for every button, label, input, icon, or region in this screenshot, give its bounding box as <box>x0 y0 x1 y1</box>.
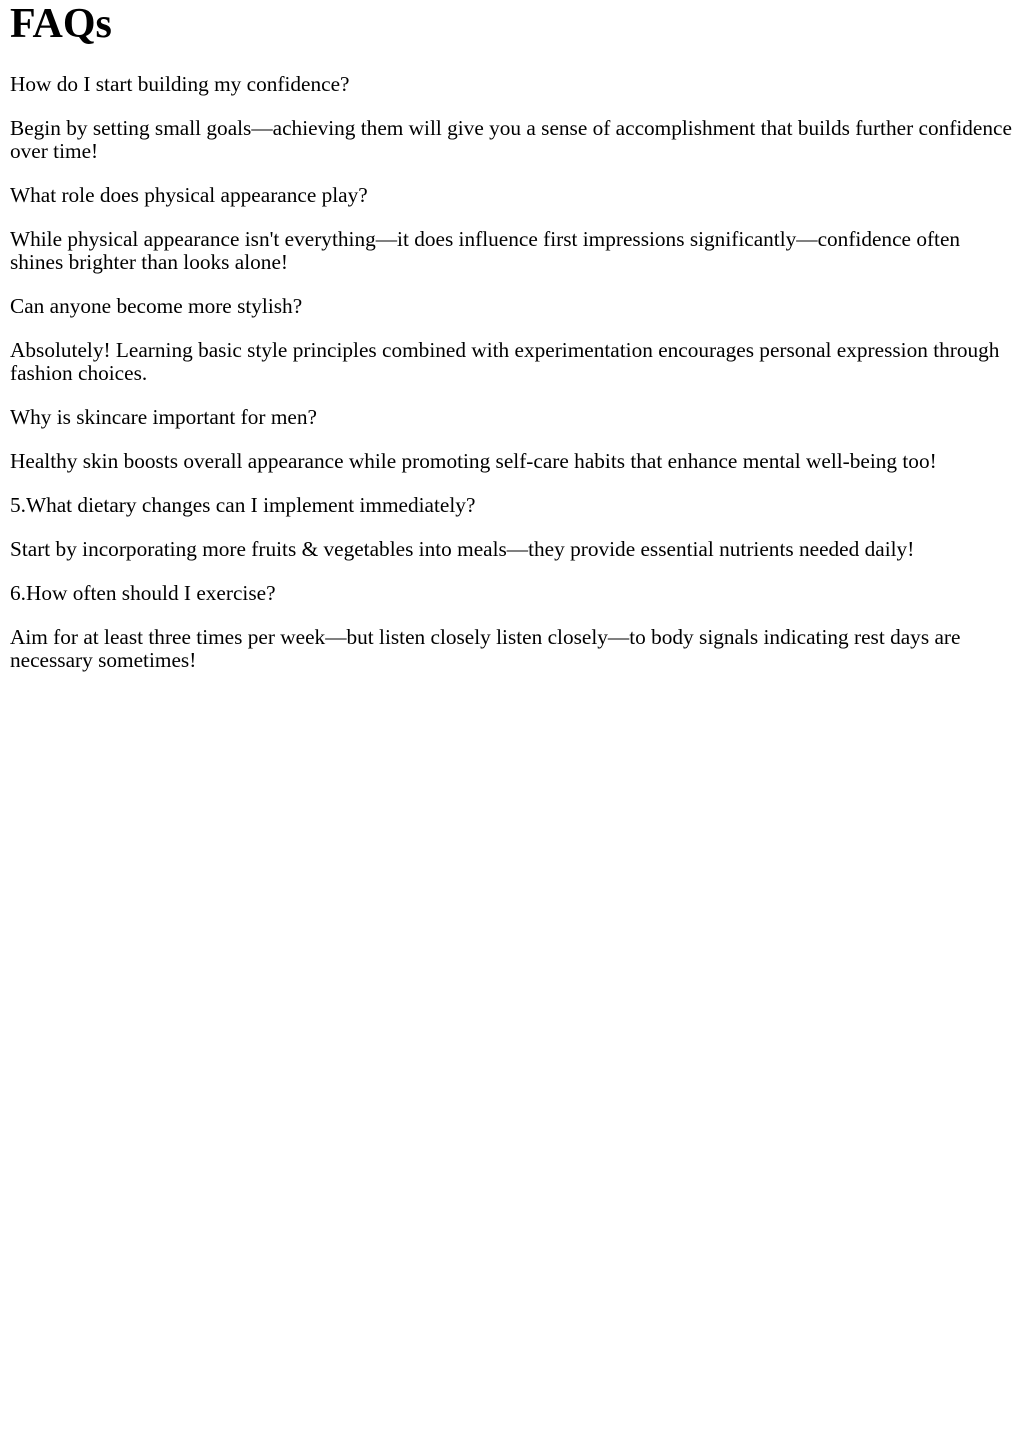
faq-answer: Healthy skin boosts overall appearance while promoting self-care habits that enhance mental well-being too! <box>10 449 937 473</box>
faq-page <box>0 0 1024 672</box>
faq-answer: Begin by setting small goals—achieving them will give you a sense of accomplishment that builds further confidence over time! <box>10 116 1012 163</box>
faq-answer: Start by incorporating more fruits & vegetables into meals—they provide essential nutrients needed daily! <box>10 537 915 561</box>
page-title: FAQs <box>10 1 112 47</box>
faq-question: Why is skincare important for men? <box>10 405 317 429</box>
faq-question: What role does physical appearance play? <box>10 183 368 207</box>
faq-question: 6.How often should I exercise? <box>10 581 276 605</box>
faq-question: How do I start building my confidence? <box>10 72 350 96</box>
faq-answer: While physical appearance isn't everything—it does influence first impressions significantly—confidence often shines brighter than looks alone! <box>10 227 961 274</box>
faq-answer: Aim for at least three times per week—but listen closely listen closely—to body signals indicating rest days are necessary sometimes! <box>10 625 961 672</box>
faq-question: 5.What dietary changes can I implement immediately? <box>10 493 476 517</box>
faq-question: Can anyone become more stylish? <box>10 294 303 318</box>
faq-answer: Absolutely! Learning basic style principles combined with experimentation encourages personal expression through fashion choices. <box>10 338 1000 385</box>
